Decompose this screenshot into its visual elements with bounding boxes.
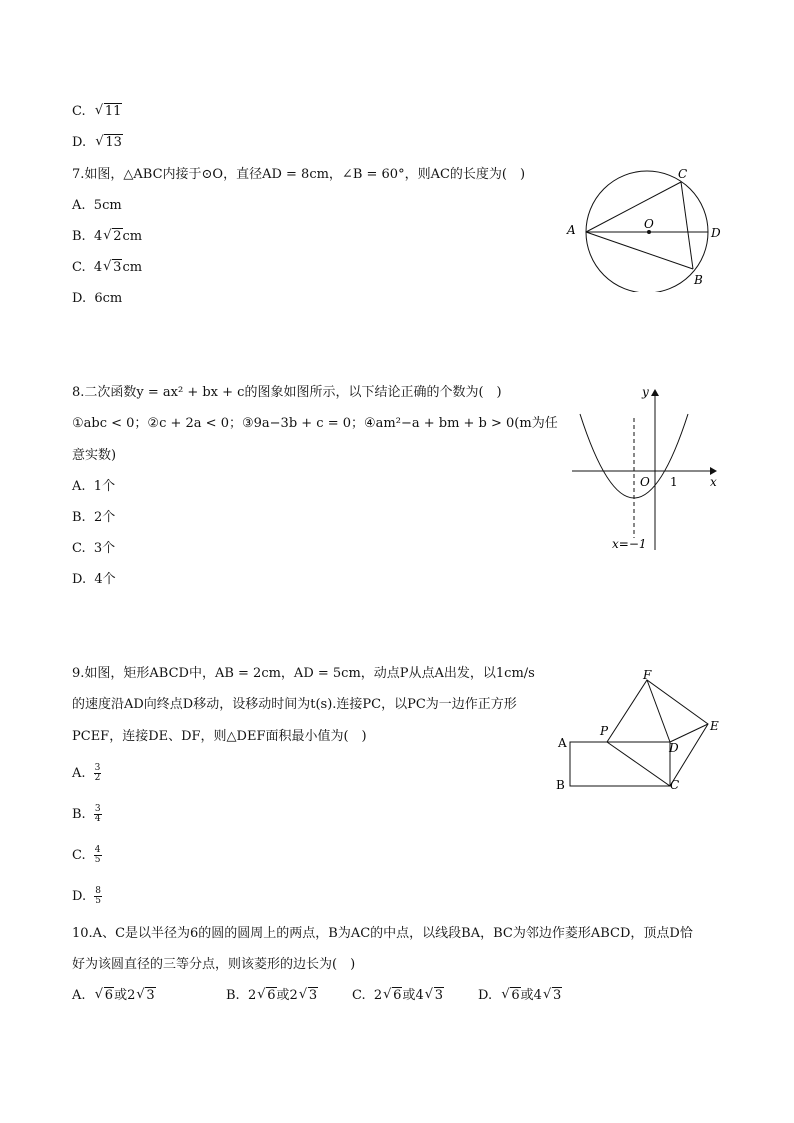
q7-option-c: [72, 259, 142, 277]
point-label-b: B: [694, 273, 703, 287]
q10-option-d: [478, 987, 562, 1005]
option-text: 4个: [94, 572, 116, 587]
radicand: 6: [511, 988, 520, 1003]
option-label: A.: [72, 766, 86, 781]
option-label: C.: [352, 988, 366, 1003]
q8-option-c: [72, 540, 115, 558]
coefficient: 4: [533, 988, 542, 1003]
option-label: D.: [478, 988, 493, 1003]
coefficient: 4: [93, 229, 103, 244]
q10-option-c: [352, 987, 444, 1005]
coefficient: 4: [415, 988, 424, 1003]
option-text: 2个: [93, 510, 116, 525]
radicand: 6: [267, 988, 276, 1003]
option-text: 3个: [93, 541, 116, 556]
radicand: 13: [105, 135, 122, 150]
point-label-c: C: [678, 167, 688, 181]
numerator: 3: [94, 763, 101, 773]
option-label: B.: [72, 807, 86, 822]
option-label: C.: [72, 260, 86, 275]
sqrt: [95, 103, 123, 121]
segment-df: [647, 680, 670, 742]
q10-option-b: [226, 987, 318, 1005]
point-label-d: D: [711, 226, 721, 240]
fraction: [94, 805, 102, 824]
point-label-p: P: [600, 724, 609, 738]
or-text: 或: [276, 988, 290, 1003]
sqrt: [425, 987, 444, 1005]
point-label-d: D: [669, 741, 679, 755]
sqrt: [95, 134, 123, 152]
rectangle-abcd: [570, 742, 670, 786]
symmetry-label: x=−1: [612, 537, 647, 551]
q9-option-b: [72, 805, 102, 824]
q8-option-a: [72, 478, 115, 496]
or-text: 或: [402, 988, 416, 1003]
point-label-a: A: [558, 736, 567, 750]
option-label: D.: [72, 572, 87, 587]
or-text: 或: [114, 988, 128, 1003]
radicand: 3: [113, 260, 122, 275]
option-text: 1个: [93, 479, 116, 494]
radicand: 3: [434, 988, 444, 1003]
q6-option-d: [72, 134, 123, 152]
coefficient: 2: [127, 988, 136, 1003]
q7-option-a: [72, 197, 122, 215]
option-label: A.: [72, 198, 86, 213]
q9-option-d: [72, 887, 102, 906]
q8-conditions-cont: 意实数): [72, 448, 117, 463]
denominator: 5: [95, 896, 101, 906]
radicand: 2: [113, 229, 122, 244]
point-label-e: E: [710, 719, 719, 733]
segment-ab: [586, 232, 693, 269]
coefficient: 2: [289, 988, 298, 1003]
q8-option-b: [72, 509, 115, 527]
option-label: B.: [72, 229, 86, 244]
sqrt: [136, 987, 155, 1005]
option-label: D.: [72, 135, 87, 150]
point-label-o: O: [644, 217, 654, 231]
option-text: 6cm: [94, 291, 123, 306]
point-label-c: C: [670, 778, 680, 792]
numerator: 3: [94, 804, 101, 814]
q8-stem: 8.二次函数y = ax² + bx + c的图象如图所示，以下结论正确的个数为( ): [72, 385, 502, 400]
radicand: 3: [146, 988, 155, 1003]
q7-circle-figure: [560, 162, 730, 292]
y-axis-label: y: [642, 385, 649, 399]
coefficient: 2: [247, 988, 257, 1003]
q9-option-a: [72, 764, 101, 783]
unit: cm: [122, 229, 143, 244]
sqrt: [95, 987, 114, 1005]
sqrt: [103, 228, 122, 246]
sqrt: [299, 987, 318, 1005]
option-label: D.: [72, 889, 87, 904]
root-label: 1: [670, 475, 678, 489]
sqrt: [383, 987, 402, 1005]
sqrt: [501, 987, 520, 1005]
fraction: [94, 887, 102, 906]
segment-ac: [586, 182, 681, 232]
option-label: B.: [72, 510, 86, 525]
q6-option-c: [72, 103, 122, 121]
radicand: 6: [393, 988, 402, 1003]
radicand: 11: [104, 104, 122, 119]
point-label-b: B: [556, 778, 565, 792]
option-label: B.: [226, 988, 240, 1003]
q10-stem-line2: 好为该圆直径的三等分点，则该菱形的边长为( ): [72, 957, 356, 972]
radicand: 3: [308, 988, 318, 1003]
q8-conditions: ①abc < 0；②c + 2a < 0；③9a−3b + c = 0；④am²−a + bm + b > 0(m为任: [72, 416, 558, 431]
segment-cb: [681, 182, 693, 269]
point-label-a: A: [567, 223, 576, 237]
q7-option-b: [72, 228, 142, 246]
sqrt: [543, 987, 562, 1005]
numerator: 8: [95, 886, 101, 896]
q7-option-d: [72, 290, 122, 308]
q10-stem-line1: 10.A、C是以半径为6的圆的圆周上的两点，B为AC的中点，以线段BA，BC为邻边作菱形ABCD，顶点D恰: [72, 926, 693, 941]
sqrt: [257, 987, 276, 1005]
q9-option-c: [72, 846, 102, 865]
option-label: A.: [72, 988, 86, 1003]
q10-option-a: [72, 987, 156, 1005]
option-label: C.: [72, 104, 86, 119]
option-label: D.: [72, 291, 87, 306]
denominator: 5: [94, 855, 101, 865]
sqrt: [103, 259, 122, 277]
fraction: [94, 764, 102, 783]
point-label-f: F: [643, 668, 652, 682]
option-label: A.: [72, 479, 86, 494]
denominator: 2: [94, 773, 101, 783]
unit: cm: [122, 260, 143, 275]
q9-stem-line3: PCEF，连接DE、DF，则△DEF面积最小值为( ): [72, 729, 367, 744]
q9-stem-line2: 的速度沿AD向终点D移动，设移动时间为t(s).连接PC，以PC为一边作正方形: [72, 697, 517, 712]
square-pcef: [607, 680, 708, 786]
radicand: 3: [552, 988, 562, 1003]
option-label: C.: [72, 541, 86, 556]
option-text: 5cm: [93, 198, 122, 213]
fraction: [94, 846, 102, 865]
q7-stem: 7.如图，△ABC内接于⊙O，直径AD = 8cm，∠B = 60°，则AC的长度为( ): [72, 167, 526, 182]
q8-option-d: [72, 571, 116, 589]
or-text: 或: [520, 988, 534, 1003]
coefficient: 2: [373, 988, 383, 1003]
radicand: 6: [104, 988, 114, 1003]
x-axis-label: x: [710, 475, 717, 489]
denominator: 4: [94, 814, 101, 824]
origin-label: O: [640, 475, 650, 489]
coefficient: 4: [93, 260, 103, 275]
numerator: 4: [94, 845, 101, 855]
q8-parabola-figure: [566, 380, 726, 555]
q9-stem-line1: 9.如图，矩形ABCD中，AB = 2cm，AD = 5cm，动点P从点A出发，以1cm/s: [72, 666, 535, 681]
option-label: C.: [72, 848, 86, 863]
q9-rectangle-figure: [550, 662, 730, 797]
